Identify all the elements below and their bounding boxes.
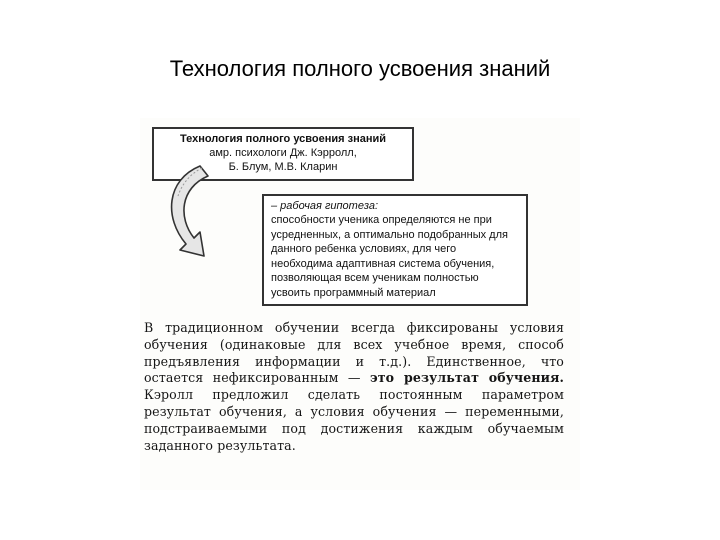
curved-arrow-icon [160, 158, 270, 268]
hypothesis-text: способности ученика определяются не при усредненных, а оптимально подобранных для данного ребенка условиях, для чего необходима адаптивная система обучения, позволяющая всем ученикам полностью усвоить программный материал [271, 214, 508, 299]
body-paragraph [144, 320, 564, 454]
authors-box-title: Технология полного усвоения знаний [179, 133, 387, 145]
paragraph-part-1: В традиционном обучении всегда фиксированы условия обучения (одинаковые для всех учебное время, способ предъявления информации и т.д.). Единственное, что остается нефиксированным — [144, 320, 564, 386]
paragraph-bold: это результат обучения. [370, 370, 564, 386]
hypothesis-box [262, 194, 528, 306]
authors-line-2: Б. Блум, М.В. Кларин [228, 161, 338, 173]
paragraph-part-2: Кэролл предложил сделать постоянным параметром результат обучения, а условия обучения — переменными, подстраиваемыми под достижения каждым обучаемым заданного результата. [144, 387, 564, 453]
authors-line-1: амр. психологи Дж. Кэрролл, [209, 147, 357, 159]
hypothesis-heading: – рабочая гипотеза: [271, 200, 378, 212]
page-title: Технология полного усвоения знаний [169, 56, 551, 81]
